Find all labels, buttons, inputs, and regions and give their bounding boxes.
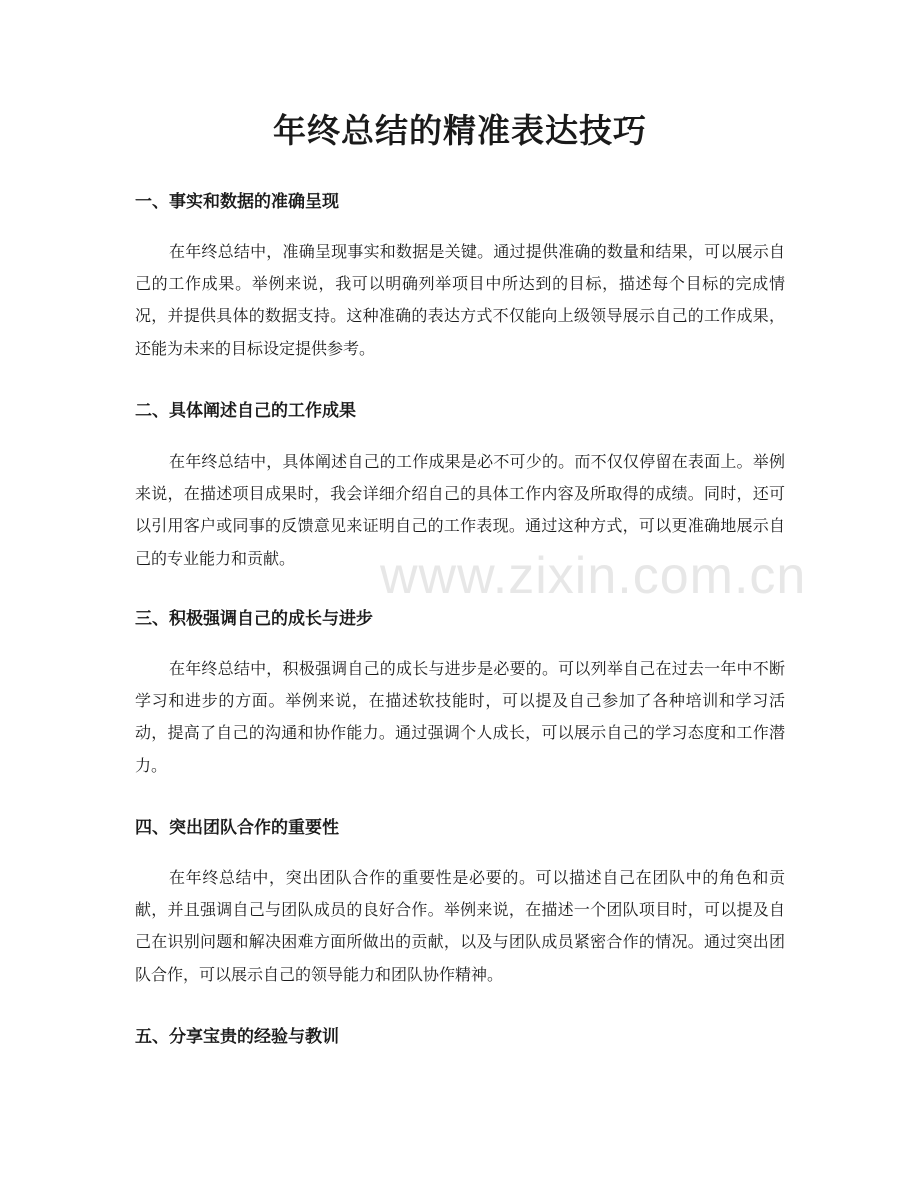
section-paragraph-1: 在年终总结中，准确呈现事实和数据是关键。通过提供准确的数量和结果，可以展示自己的工作成果。举例来说，我可以明确列举项目中所达到的目标，描述每个目标的完成情况，并提供具体的数据支持。这种准确的表达方式不仅能向上级领导展示自己的工作成果，还能为未来的目标设定提供参考。	[135, 242, 785, 358]
section-paragraph-3: 在年终总结中，积极强调自己的成长与进步是必要的。可以列举自己在过去一年中不断学习和进步的方面。举例来说，在描述软技能时，可以提及自己参加了各种培训和学习活动，提高了自己的沟通和协作能力。通过强调个人成长，可以展示自己的学习态度和工作潜力。	[135, 659, 785, 775]
page-title: 年终总结的精准表达技巧	[273, 111, 647, 150]
section-heading-3: 三、积极强调自己的成长与进步	[135, 609, 373, 629]
section-paragraph-2: 在年终总结中，具体阐述自己的工作成果是必不可少的。而不仅仅停留在表面上。举例来说，在描述项目成果时，我会详细介绍自己的具体工作内容及所取得的成绩。同时，还可以引用客户或同事的反馈意见来证明自己的工作表现。通过这种方式，可以更准确地展示自己的专业能力和贡献。	[135, 452, 785, 568]
section-heading-5: 五、分享宝贵的经验与教训	[135, 1027, 339, 1047]
section-heading-4: 四、突出团队合作的重要性	[135, 818, 339, 838]
section-heading-2: 二、具体阐述自己的工作成果	[135, 401, 356, 421]
watermark: www.zixin.com.cn	[380, 547, 807, 605]
section-paragraph-4: 在年终总结中，突出团队合作的重要性是必要的。可以描述自己在团队中的角色和贡献，并且强调自己与团队成员的良好合作。举例来说，在描述一个团队项目时，可以提及自己在识别问题和解决困难方面所做出的贡献，以及与团队成员紧密合作的情况。通过突出团队合作，可以展示自己的领导能力和团队协作精神。	[135, 868, 785, 984]
section-heading-1: 一、事实和数据的准确呈现	[135, 192, 339, 212]
